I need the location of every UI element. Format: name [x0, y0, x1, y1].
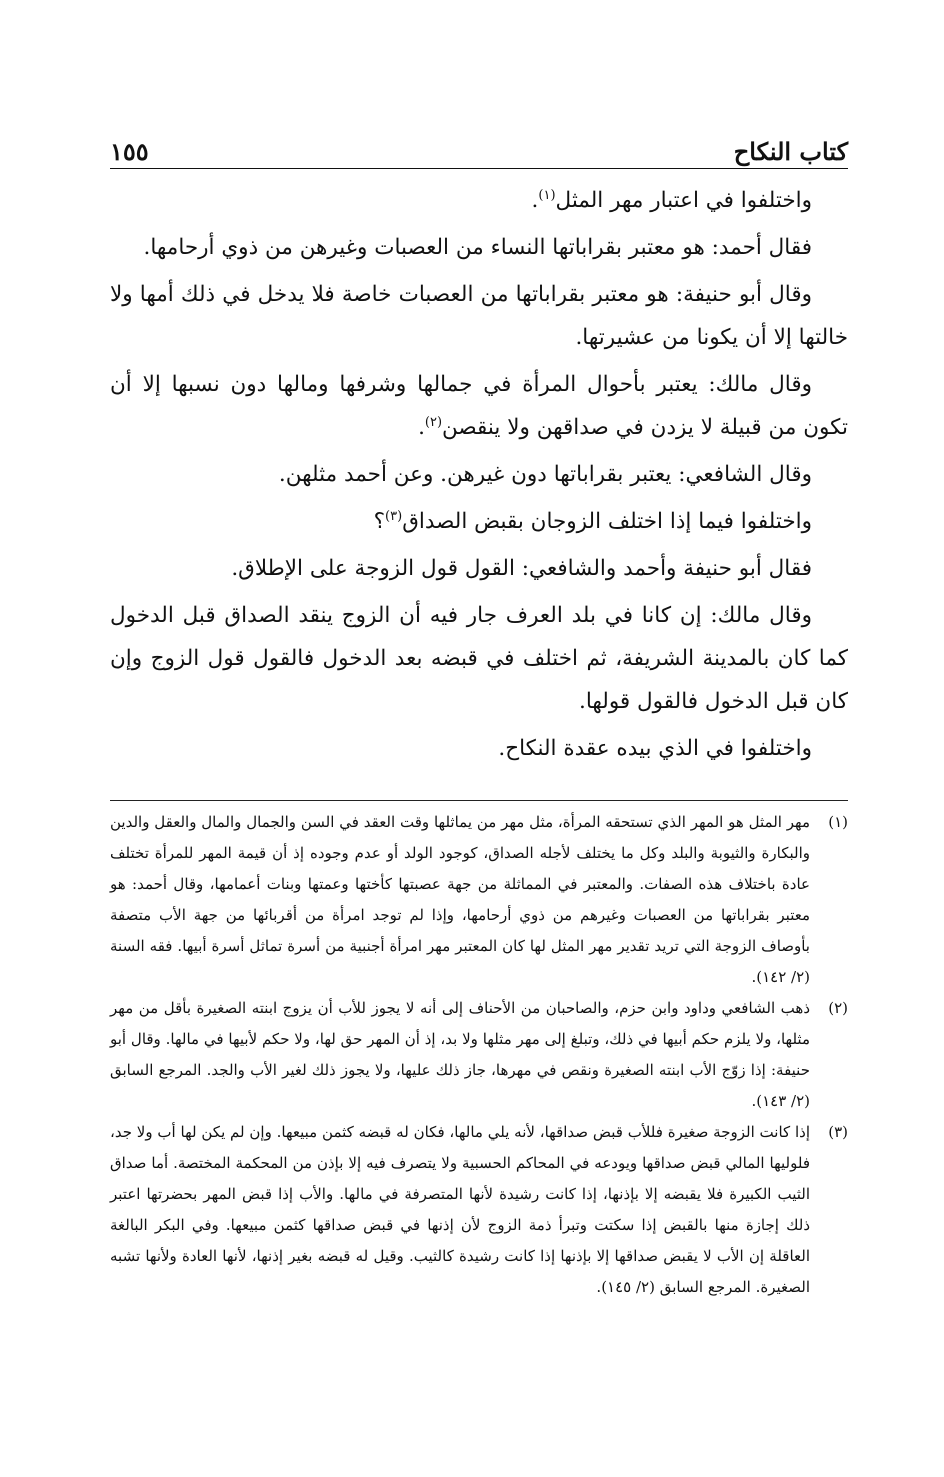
paragraph — [110, 363, 848, 449]
punctuation: . — [418, 415, 425, 440]
footnote-text: ذهب الشافعي وداود وابن حزم، والصاحبان من الأحناف إلى أنه لا يجوز للأب أن يزوج ابنته الصغيرة بأقل من مهر مثلها، ولا يلزم حكم أبيها في ذلك، وتبلغ إلى مهر مثلها ولا بد، إذ أن المهر حق لها، ولا حكم لأبيها في مالها. وقال أبو حنيفة: إذا زوّج الأب ابنته الصغيرة ونقص في مهرها، جاز ذلك عليها، ولا يجوز ذلك لغير الأب والجد. المرجع السابق (٢/ ١٤٣). — [110, 999, 810, 1110]
footnote — [110, 993, 848, 1117]
paragraph: فقال أبو حنيفة وأحمد والشافعي: القول قول الزوجة على الإطلاق. — [231, 556, 812, 581]
paragraph-text: وقال مالك: يعتبر بأحوال المرأة في جمالها وشرفها ومالها دون نسبها إلا أن تكون من قبيلة لا يزدن في صداقهن ولا ينقصن — [110, 372, 848, 440]
footnote-divider — [110, 800, 848, 801]
footnote-number: (١) — [828, 813, 848, 831]
footnote-text: إذا كانت الزوجة صغيرة فللأب قبض صداقها، لأنه يلي مالها، فكان له قبضه كثمن مبيعها. وإن لم يكن لها أب ولا جد، فلوليها المالي قبض صداقها ويودعه في المحاكم الحسبية ولا يتصرف فيه إلا بإذن من المحكمة المختصة. أما صداق الثيب الكبيرة فلا يقبضه إلا بإذنها، إذا كانت رشيدة لأنها المتصرفة في مالها. والأب إذا قبض المهر بحضرتها اعتبر ذلك إجازة منها بالقبض إذا سكتت وتبرأ ذمة الزوج لأن إذنها في قبض صداقها كثمن مبيعها. وفي البكر البالغة العاقلة إن الأب لا يقبض صداقها إلا بإذنها إذا كانت رشيدة كالثيب. وقيل له قبضه بغير إذنها، لأنها العادة ولأنها تشبه الصغيرة. المرجع السابق (٢/ ١٤٥). — [110, 1123, 810, 1296]
page-header — [110, 130, 848, 169]
punctuation: ؟ — [373, 509, 386, 534]
footnote-text: مهر المثل هو المهر الذي تستحقه المرأة، مثل مهر من يماثلها وقت العقد في السن والجمال والمال والعقل والدين والبكارة والثيوبة والبلد وكل ما يختلف لأجله الصداق، كوجود الولد أو عدم وجوده إذ أن قيمة المهر للمرأة تختلف عادة باختلاف هذه الصفات. والمعتبر في المماثلة من جهة عصبتها كأختها وعمتها وبنات أعمامها، وقال أحمد: هو معتبر بقراباتها من العصبات وغيرهم من ذوي أرحامها، وإذا لم توجد امرأة من أقربائها من جهة الأب متصفة بأوصاف الزوجة التي تريد تقدير مهر المثل لها كان المعتبر مهر امرأة أجنبية من أسرة تماثل أسرة أبيها. فقه السنة (٢/ ١٤٢). — [110, 813, 810, 986]
paragraph: وقال أبو حنيفة: هو معتبر بقراباتها من العصبات خاصة فلا يدخل في ذلك أمها ولا خالتها إلا أن يكونا من عشيرتها. — [110, 282, 848, 350]
paragraph — [110, 500, 848, 543]
main-text — [110, 179, 848, 770]
footnote-ref[interactable]: (١) — [538, 187, 556, 203]
paragraph-text: واختلفوا فيما إذا اختلف الزوجان بقبض الصداق — [402, 509, 812, 534]
paragraph: واختلفوا في الذي بيده عقدة النكاح. — [498, 736, 812, 761]
running-title: كتاب النكاح — [733, 137, 848, 166]
footnote-ref[interactable]: (٢) — [424, 414, 443, 430]
footnote-number: (٣) — [828, 1123, 848, 1141]
footnote — [110, 1117, 848, 1303]
footnote-ref[interactable]: (٣) — [385, 508, 403, 524]
paragraph: وقال الشافعي: يعتبر بقراباتها دون غيرهن. وعن أحمد مثلهن. — [278, 462, 812, 487]
paragraph-text: واختلفوا في اعتبار مهر المثل — [555, 188, 812, 213]
footnotes — [110, 807, 848, 1303]
footnote-number: (٢) — [828, 999, 848, 1017]
paragraph: فقال أحمد: هو معتبر بقراباتها النساء من العصبات وغيرهن من ذوي أرحامها. — [143, 235, 812, 260]
paragraph — [110, 179, 848, 222]
page-number: ١٥٥ — [110, 137, 149, 166]
footnote — [110, 807, 848, 993]
punctuation: . — [531, 188, 539, 213]
book-page — [110, 130, 848, 1303]
paragraph: وقال مالك: إن كانا في بلد العرف جار فيه أن الزوج ينقد الصداق قبل الدخول كما كان بالمدينة الشريفة، ثم اختلف في قبضه بعد الدخول فالقول قول الزوج وإن كان قبل الدخول فالقول قولها. — [110, 603, 848, 714]
